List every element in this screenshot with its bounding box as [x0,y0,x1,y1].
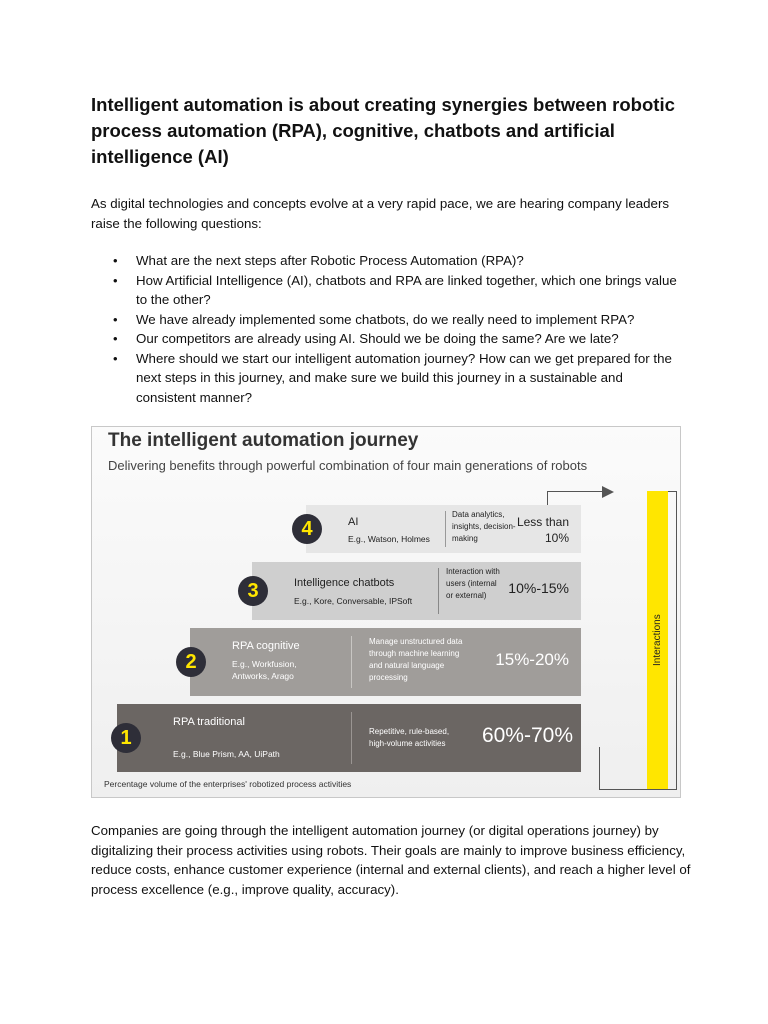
step-percentage: 10%-15% [508,580,569,596]
page-heading: Intelligent automation is about creating synergies between robotic process automation (RPA), cognitive, chatbots and artificial intelligence (AI) [91,94,675,167]
connector-line [668,491,676,492]
list-item [91,251,681,271]
step-number-badge: 3 [238,576,268,606]
step-ai [301,505,581,553]
list-item-text: How Artificial Intelligence (AI), chatbots and RPA are linked together, which one brings value to the other? [136,272,677,307]
step-divider [445,511,446,547]
bullet-icon: • [113,350,118,366]
step-description: Repetitive, rule-based, high-volume activities [369,727,450,748]
step-rpa-cognitive [185,628,581,696]
list-item-text: What are the next steps after Robotic Process Automation (RPA)? [136,253,524,268]
figure-footnote: Percentage volume of the enterprises' robotized process activities [104,779,352,789]
list-item [91,271,681,310]
step-divider [351,712,352,764]
figure-title: The intelligent automation journey [108,430,419,451]
connector-line [547,491,548,505]
connector-line [599,789,677,790]
step-percentage: 15%-20% [495,650,569,669]
step-example: E.g., Workfusion, Antworks, Arago [232,659,297,681]
question-list [91,251,681,407]
step-number-badge: 1 [111,723,141,753]
step-intelligence-chatbots [247,562,581,620]
step-divider [438,568,439,614]
intro-paragraph: As digital technologies and concepts evolve at a very rapid pace, we are hearing company leaders raise the following questions: [91,196,670,231]
step-description: Interaction with users (internal or external) [446,567,500,600]
list-item [91,349,681,408]
step-name: RPA traditional [173,716,245,728]
bullet-icon: • [113,331,118,346]
step-rpa-traditional [117,704,581,772]
step-number-badge: 4 [292,514,322,544]
automation-journey-figure [91,426,681,798]
connector-line [547,491,603,492]
figure-subtitle: Delivering benefits through powerful combination of four main generations of robots [108,458,588,473]
arrow-right-icon [602,486,614,498]
step-percentage: Less than 10% [516,515,569,545]
step-percentage: 60%-70% [481,724,573,747]
step-number-badge: 2 [176,647,206,677]
bullet-icon: • [113,272,118,288]
step-name: AI [348,516,359,528]
list-item [91,329,681,349]
list-item [91,310,681,330]
bullet-icon: • [113,311,118,327]
list-item-text: We have already implemented some chatbots, do we really need to implement RPA? [136,311,635,327]
step-divider [351,636,352,688]
step-name: Intelligence chatbots [294,577,395,589]
list-item-text: Our competitors are already using AI. Should we be doing the same? Are we late? [136,331,619,346]
step-description: Manage unstructured data through machine learning and natural language processing [369,637,463,682]
outro-paragraph: Companies are going through the intelligent automation journey (or digital operations journey) by digitalizing their process activities using robots. Their goals are mainly to improve business efficiency, reduce costs, enhance customer experience (internal and external clients), and reach a higher level of process excellence (e.g., improve quality, accuracy). [91,823,691,897]
bullet-icon: • [113,253,118,268]
step-name: RPA cognitive [232,640,300,652]
step-example: E.g., Watson, Holmes [348,534,430,544]
step-description: Data analytics, insights, decision-making [452,510,516,543]
interactions-label: Interactions [652,614,663,666]
list-item-text: Where should we start our intelligent automation journey? How can we get prepared for the next steps in this journey, and make sure we build this journey in a sustainable and consistent manner? [136,350,672,405]
step-example: E.g., Kore, Conversable, IPSoft [294,596,413,606]
connector-line [676,491,677,790]
step-example: E.g., Blue Prism, AA, UiPath [173,749,280,759]
connector-line [599,747,600,790]
